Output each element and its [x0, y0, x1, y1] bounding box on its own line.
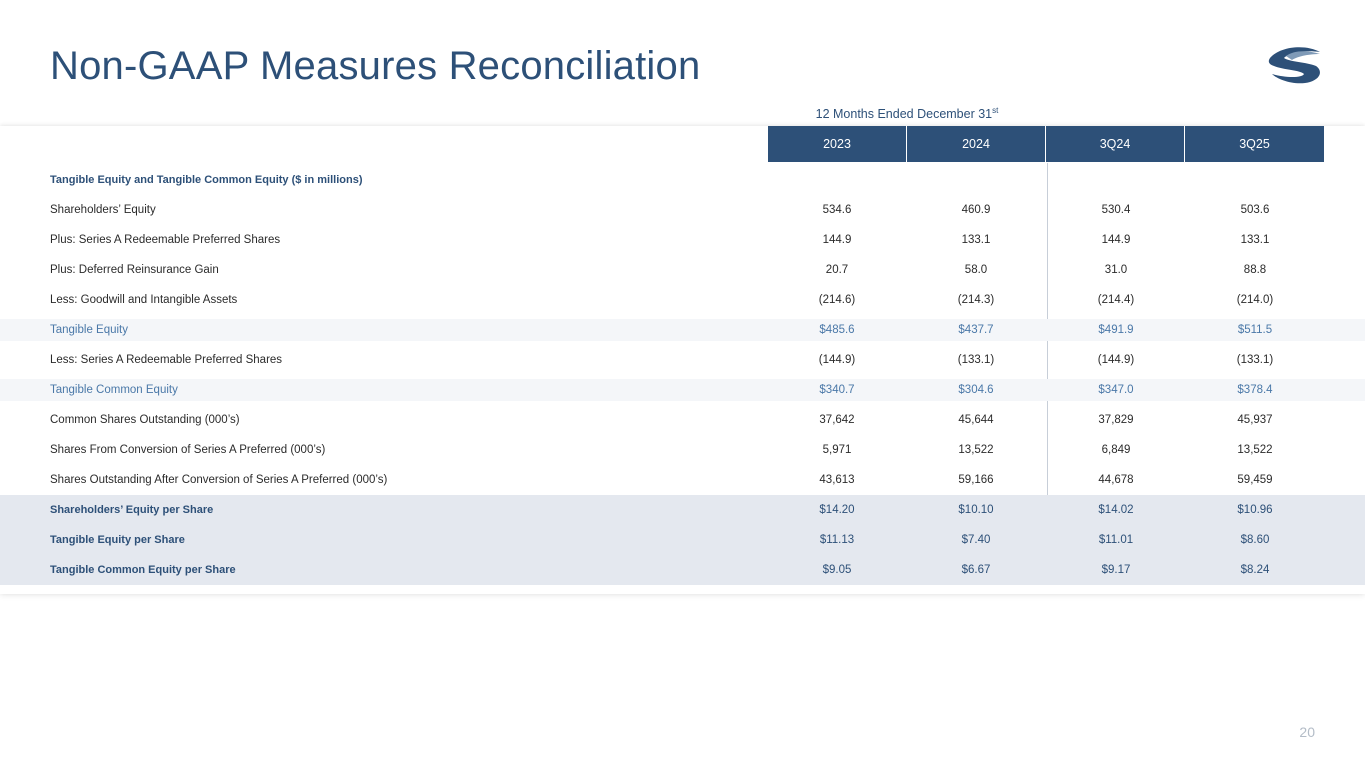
row-value: 144.9: [1101, 234, 1131, 246]
row-label: Shares Outstanding After Conversion of Series A Preferred (000’s): [50, 474, 388, 486]
column-header-2023: 2023: [768, 126, 906, 162]
company-logo-icon: [1266, 44, 1324, 84]
row-value: (144.9): [1097, 354, 1135, 366]
row-value: (214.0): [1236, 294, 1274, 306]
row-value: (214.4): [1097, 294, 1135, 306]
row-label: Less: Goodwill and Intangible Assets: [50, 294, 238, 306]
table-row: [0, 285, 1365, 315]
row-value: 45,937: [1237, 414, 1273, 426]
table-row: [0, 195, 1365, 225]
row-value: 59,459: [1237, 474, 1273, 486]
column-headers: [768, 126, 1324, 162]
table-row: [0, 225, 1365, 255]
row-label: Less: Series A Redeemable Preferred Shares: [50, 354, 283, 366]
row-value: 20.7: [825, 264, 849, 276]
row-value: $11.13: [819, 534, 855, 546]
row-value: 5,971: [822, 444, 852, 456]
row-value: $14.20: [819, 504, 855, 516]
row-label: Tangible Common Equity: [50, 384, 178, 396]
row-value: $437.7: [958, 324, 994, 336]
row-value: $378.4: [1237, 384, 1273, 396]
row-label: Plus: Deferred Reinsurance Gain: [50, 264, 219, 276]
row-value: 59,166: [958, 474, 994, 486]
row-value: 530.4: [1101, 204, 1131, 216]
row-label: Common Shares Outstanding (000’s): [50, 414, 240, 426]
row-value: $485.6: [819, 324, 855, 336]
table-row: [0, 435, 1365, 465]
row-value: (214.6): [818, 294, 856, 306]
row-value: 13,522: [958, 444, 994, 456]
row-value: $491.9: [1098, 324, 1134, 336]
row-value: $14.02: [1098, 504, 1134, 516]
row-value: (144.9): [818, 354, 856, 366]
row-value: 133.1: [961, 234, 991, 246]
row-value: 6,849: [1101, 444, 1131, 456]
row-value: $511.5: [1237, 324, 1273, 336]
row-value: 88.8: [1243, 264, 1267, 276]
row-label: Plus: Series A Redeemable Preferred Shares: [50, 234, 281, 246]
column-header-3q25: 3Q25: [1185, 126, 1324, 162]
row-value: (133.1): [1236, 354, 1274, 366]
row-value: 44,678: [1098, 474, 1134, 486]
row-value: $10.96: [1237, 504, 1273, 516]
table-row: [0, 319, 1365, 341]
row-value: $9.05: [822, 564, 852, 576]
reconciliation-table: [0, 165, 1365, 585]
page-number: 20: [1299, 724, 1315, 740]
table-row: [0, 255, 1365, 285]
row-value: (214.3): [957, 294, 995, 306]
row-value: $6.67: [961, 564, 991, 576]
row-value: $8.60: [1240, 534, 1270, 546]
section-header-row: [0, 165, 1365, 195]
row-value: 58.0: [964, 264, 988, 276]
table-row: [0, 525, 1365, 555]
row-value: $9.17: [1101, 564, 1131, 576]
row-value: 45,644: [958, 414, 994, 426]
row-label: Tangible Equity per Share: [50, 534, 185, 546]
row-value: 13,522: [1237, 444, 1273, 456]
row-value: 43,613: [819, 474, 855, 486]
row-value: 460.9: [961, 204, 991, 216]
table-row: [0, 345, 1365, 375]
row-value: 37,642: [819, 414, 855, 426]
row-value: $347.0: [1098, 384, 1134, 396]
row-value: 503.6: [1240, 204, 1270, 216]
row-value: 534.6: [822, 204, 852, 216]
row-label: Tangible Common Equity per Share: [50, 564, 236, 576]
table-row: [0, 379, 1365, 401]
table-row: [0, 465, 1365, 495]
row-label: Tangible Equity: [50, 324, 128, 336]
page-title: Non-GAAP Measures Reconciliation: [50, 44, 701, 88]
row-value: 133.1: [1240, 234, 1270, 246]
row-value: 31.0: [1104, 264, 1128, 276]
section-title: Tangible Equity and Tangible Common Equity ($ in millions): [50, 174, 363, 186]
row-value: $7.40: [961, 534, 991, 546]
table-row: [0, 495, 1365, 525]
row-label: Shareholders’ Equity per Share: [50, 504, 214, 516]
column-header-2024: 2024: [907, 126, 1045, 162]
row-value: $340.7: [819, 384, 855, 396]
table-row: [0, 405, 1365, 435]
row-value: $8.24: [1240, 564, 1270, 576]
row-value: $10.10: [958, 504, 994, 516]
period-header: 12 Months Ended December 31st: [815, 106, 999, 122]
table-row: [0, 555, 1365, 585]
row-value: 37,829: [1098, 414, 1134, 426]
row-label: Shares From Conversion of Series A Preferred (000’s): [50, 444, 326, 456]
row-value: 144.9: [822, 234, 852, 246]
row-label: Shareholders’ Equity: [50, 204, 156, 216]
row-value: $304.6: [958, 384, 994, 396]
column-header-3q24: 3Q24: [1046, 126, 1184, 162]
row-value: (133.1): [957, 354, 995, 366]
row-value: $11.01: [1098, 534, 1134, 546]
